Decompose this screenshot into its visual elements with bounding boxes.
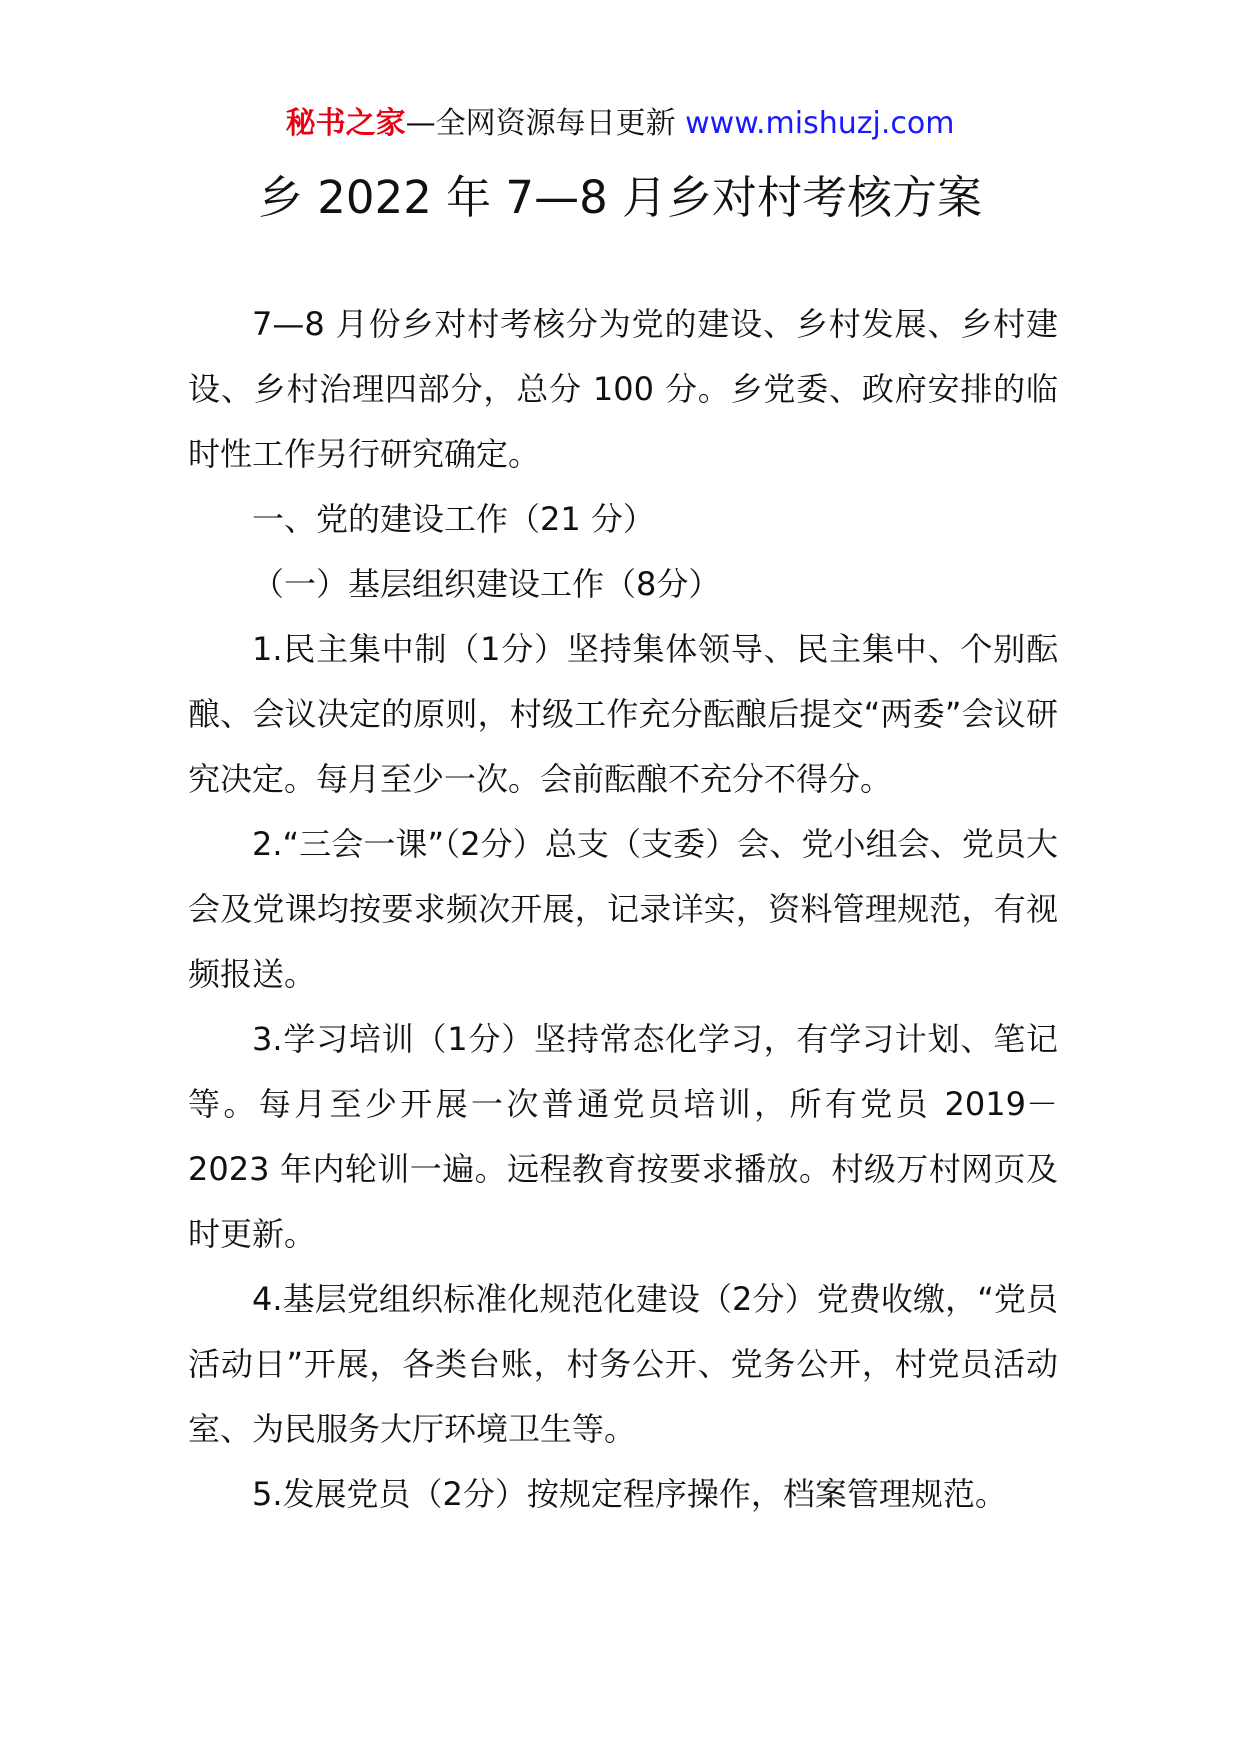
document-title: 乡 2022 年 7—8 月乡对村考核方案 [258, 171, 982, 224]
section-heading: 一、党的建设工作（21 分） [252, 500, 655, 538]
subsection-heading: （一）基层组织建设工作（8分） [252, 565, 721, 603]
document-body [188, 292, 1058, 1527]
paragraph-item-2: 2.“三会一课”（2分）总支（支委）会、党小组会、党员大会及党课均按要求频次开展，记录详实，资料管理规范，有视频报送。 [188, 825, 1058, 993]
brand-name: 秘书之家 [285, 106, 406, 141]
paragraph-item-5: 5.发展党员（2分）按规定程序操作，档案管理规范。 [252, 1475, 1007, 1513]
paragraph-item-4: 4.基层党组织标准化规范化建设（2分）党费收缴，“党员活动日”开展，各类台账，村务公开、党务公开，村党员活动室、为民服务大厅环境卫生等。 [188, 1280, 1058, 1448]
paragraph-intro: 7—8 月份乡对村考核分为党的建设、乡村发展、乡村建设、乡村治理四部分，总分 100 分。乡党委、政府安排的临时性工作另行研究确定。 [188, 305, 1058, 473]
website-header [0, 104, 1240, 144]
header-slogan: —全网资源每日更新 [405, 106, 676, 141]
paragraph-item-1: 1.民主集中制（1分）坚持集体领导、民主集中、个别酝酿、会议决定的原则，村级工作充分酝酿后提交“两委”会议研究决定。每月至少一次。会前酝酿不充分不得分。 [188, 630, 1058, 798]
paragraph-item-3: 3.学习培训（1分）坚持常态化学习，有学习计划、笔记等。每月至少开展一次普通党员培训，所有党员 2019－2023 年内轮训一遍。远程教育按要求播放。村级万村网页及时更新。 [188, 1020, 1058, 1253]
website-url[interactable]: www.mishuzj.com [685, 106, 955, 141]
